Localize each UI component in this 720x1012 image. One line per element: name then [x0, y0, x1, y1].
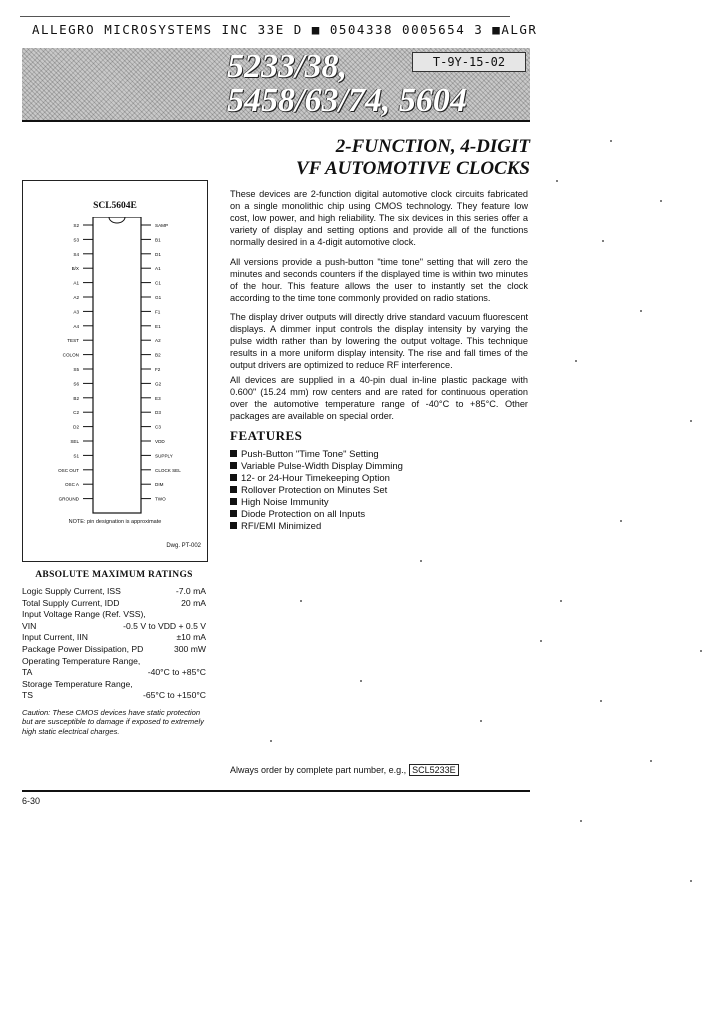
features-heading: FEATURES: [230, 428, 303, 443]
bullet-icon: [230, 498, 237, 505]
pin-label-right-10: B2: [155, 352, 161, 358]
pin-label-right-20: TWO: [155, 496, 166, 502]
description-paragraph-1: These devices are 2-function digital automotive clock circuits fabricated on a single monolithic chip using CMOS technology. They feature low cost, low power, and high reliability. The six devices in this series offer a variety of display and setting options and provide all of the functions normally desired in a 4-digit automotive clock.: [230, 189, 528, 247]
scan-speck: [420, 560, 422, 562]
rating-row: Package Power Dissipation, PD 300 mW: [22, 643, 206, 654]
static-warning: Caution: These CMOS devices have static protection but are susceptible to damage if exposed to extremely high static electrical charges.: [22, 707, 204, 736]
scan-speck: [690, 420, 692, 422]
pin-label-right-2: B1: [155, 237, 161, 243]
pin-label-right-5: C1: [155, 280, 161, 286]
scan-speck: [540, 640, 542, 642]
header-text: ALLEGRO MICROSYSTEMS INC 33E D ■ 0504338 0005654 3 ■ALGR: [32, 22, 538, 37]
pinout-diagram: [22, 180, 208, 562]
rating-row: TS -65°C to +150°C: [22, 690, 206, 701]
feature-item: Rollover Protection on Minutes Set: [230, 485, 387, 497]
scan-speck: [610, 140, 612, 142]
scan-speck: [600, 700, 602, 702]
absolute-maximum-ratings: [22, 570, 206, 736]
pin-label-left-8: A4: [73, 323, 79, 329]
rating-row: Operating Temperature Range,: [22, 655, 141, 666]
rating-row: Input Current, IIN ±10 mA: [22, 632, 206, 643]
date-stamp: T-9Y-15-02: [412, 52, 526, 72]
bullet-icon: [230, 522, 237, 529]
order-note: Always order by complete part number, e.g., SCL5233E: [230, 765, 459, 775]
scan-speck: [300, 600, 302, 602]
description-paragraph-2: All versions provide a push-button "time tone" setting that will zero the minutes and seconds counters if the displayed time is within two minutes of the hour. This feature allows the user to instantly set the clock according to the time tone commonly provided on radio stations.: [230, 257, 528, 303]
order-part-number: SCL5233E: [409, 764, 459, 776]
pin-label-right-8: E1: [155, 323, 161, 329]
pin-label-left-9: TEST: [67, 338, 79, 344]
pin-label-left-5: A1: [73, 280, 79, 286]
chip-title: SCL5604E: [93, 201, 137, 211]
pin-label-left-17: S1: [73, 453, 79, 459]
title-line-2: VF AUTOMOTIVE CLOCKS: [295, 158, 530, 179]
rating-row: Storage Temperature Range,: [22, 678, 133, 689]
rating-row: Total Supply Current, IDD 20 mA: [22, 597, 206, 608]
top-rule: [20, 2, 510, 17]
pin-label-left-10: COLON: [62, 352, 79, 358]
scan-speck: [650, 760, 652, 762]
scan-speck: [575, 360, 577, 362]
pin-label-right-19: DIM: [155, 482, 164, 488]
feature-item: RFI/EMI Minimized: [230, 521, 321, 533]
pin-label-left-7: A3: [73, 309, 79, 315]
title-line-1: 2-FUNCTION, 4-DIGIT: [335, 136, 530, 157]
pin-label-right-18: CLOCK SEL: [155, 467, 181, 473]
pin-label-left-20: GROUND: [58, 496, 79, 502]
scan-speck: [270, 740, 272, 742]
pin-label-left-3: S4: [73, 251, 79, 257]
drawing-number: Dwg. PT-002: [166, 543, 201, 549]
page-number: 6-30: [22, 796, 41, 806]
pin-label-left-15: D2: [73, 424, 79, 430]
description-paragraph-4: All devices are supplied in a 40-pin dual in-line plastic package with 0.600" (15.24 mm) row centers and are rated for continuous operation over the automotive temperature range of -40°C to +85°C. Other packages are available on special order.: [230, 375, 528, 421]
pin-label-right-13: E3: [155, 395, 161, 401]
pin-label-left-11: S5: [73, 367, 79, 372]
description-paragraph-3: The display driver outputs will directly drive standard vacuum fluorescent displays. A dimmer input controls the display intensity by varying the pulse width rather than by lowering the output voltage. This technique results in a more uniform display intensity. The rise and fall times of the output drivers are optimized to reduce RF interference.: [230, 312, 528, 370]
scan-speck: [360, 680, 362, 682]
pin-label-left-2: S3: [73, 237, 79, 243]
feature-item: 12- or 24-Hour Timekeeping Option: [230, 473, 390, 485]
pin-label-right-7: F1: [155, 309, 161, 315]
pin-label-right-14: D3: [155, 410, 161, 416]
feature-item: Variable Pulse-Width Display Dimming: [230, 461, 403, 473]
feature-item: Diode Protection on all Inputs: [230, 509, 365, 521]
feature-item: High Noise Immunity: [230, 497, 329, 509]
pin-label-right-16: VDD: [155, 439, 165, 444]
pin-label-right-9: A2: [155, 338, 161, 344]
part-number-line-2: 5458/63/74, 5604: [227, 82, 467, 119]
pin-label-left-12: S6: [73, 381, 79, 387]
scan-speck: [690, 880, 692, 882]
pin-label-left-13: B2: [73, 395, 79, 401]
rating-row: TA -40°C to +85°C: [22, 667, 206, 678]
part-number-line-1: 5233/38,: [227, 48, 347, 85]
pinout-note: NOTE: pin designation is approximate: [68, 519, 162, 525]
bottom-rule: [22, 790, 530, 792]
dip-package: [23, 217, 207, 517]
bullet-icon: [230, 474, 237, 481]
scan-speck: [660, 200, 662, 202]
scan-speck: [700, 650, 702, 652]
pin-label-right-17: SUPPLY: [155, 453, 173, 459]
scan-speck: [560, 600, 562, 602]
rating-row: Input Voltage Range (Ref. VSS),: [22, 609, 146, 620]
scan-speck: [640, 310, 642, 312]
pin-label-left-18: OSC OUT: [58, 467, 79, 473]
scan-speck: [480, 720, 482, 722]
pin-label-right-15: C3: [155, 424, 161, 430]
pin-label-right-11: F2: [155, 367, 161, 372]
pin-label-right-12: G2: [155, 381, 162, 387]
pin-label-right-1: SAMP: [155, 223, 169, 228]
bullet-icon: [230, 486, 237, 493]
pin-label-left-1: S2: [73, 223, 79, 228]
pin-label-right-4: A1: [155, 266, 161, 272]
bullet-icon: [230, 510, 237, 517]
ratings-heading: ABSOLUTE MAXIMUM RATINGS: [35, 570, 193, 580]
feature-item: Push-Button "Time Tone" Setting: [230, 449, 379, 461]
scan-speck: [602, 240, 604, 242]
rating-row: Logic Supply Current, ISS -7.0 mA: [22, 586, 206, 596]
pin-label-left-14: C2: [73, 410, 79, 416]
scan-speck: [620, 520, 622, 522]
pin-label-left-19: OSC A: [64, 482, 79, 488]
pin-label-right-6: G1: [155, 295, 162, 300]
pin-label-left-6: A2: [73, 295, 79, 300]
rating-row: VIN -0.5 V to VDD + 0.5 V: [22, 620, 206, 631]
scan-speck: [580, 820, 582, 822]
pin-label-left-4: B/X: [71, 266, 79, 272]
scan-speck: [556, 180, 558, 182]
bullet-icon: [230, 450, 237, 457]
pin-label-left-16: SEL: [70, 439, 79, 444]
bullet-icon: [230, 462, 237, 469]
pin-label-right-3: D1: [155, 251, 161, 257]
